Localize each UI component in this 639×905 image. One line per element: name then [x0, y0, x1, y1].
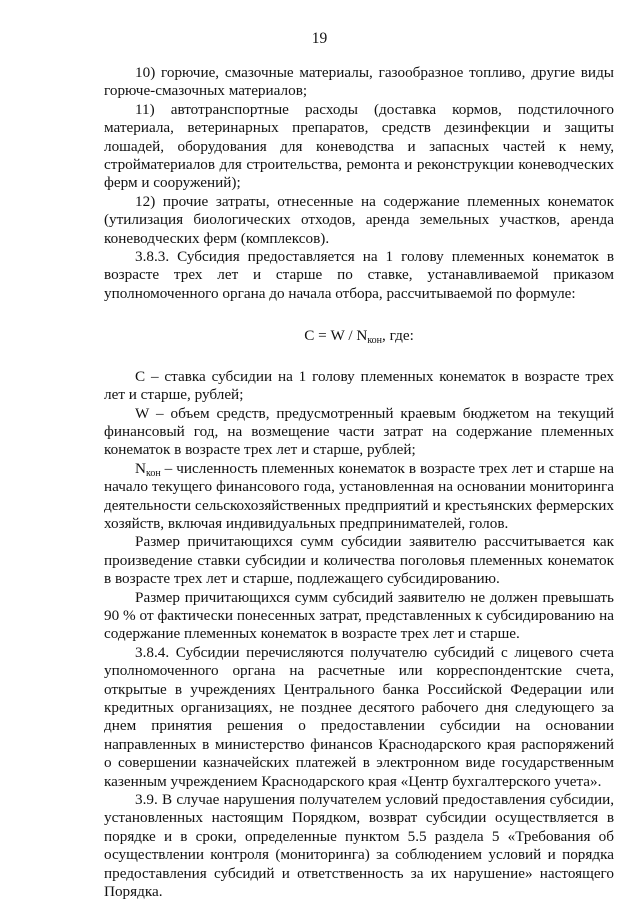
definition-c: С – ставка субсидии на 1 голову племенных конематок в возрасте трех лет и старше, рублей;	[104, 367, 614, 404]
formula-main: С = W / N	[304, 327, 368, 345]
definition-n-subscript: кон	[145, 467, 161, 479]
definition-n-symbol: N	[135, 459, 146, 477]
definition-w: W – объем средств, предусмотренный краевым бюджетом на текущий финансовый год, на возмещение части затрат на содержание племенных конематок в возрасте трех лет и старше, рублей;	[104, 404, 614, 459]
definition-n-text: – численность племенных конематок в возрасте трех лет и старше на начало текущего финансового года, установленная на основании мониторинга деятельности сельскохозяйственных предприятий и крестьянских фермерских хозяйств, включая индивидуальных предпринимателей, голов.	[104, 459, 614, 532]
paragraph-size-limit: Размер причитающихся сумм субсидий заявителю не должен превышать 90 % от фактически понесенных затрат, представленных к субсидированию на содержание племенных конематок в возрасте трех лет и старше.	[104, 588, 614, 643]
paragraph-item-10: 10) горючие, смазочные материалы, газообразное топливо, другие виды горюче-смазочных материалов;	[104, 64, 614, 100]
formula-subscript: кон	[367, 335, 383, 347]
document-body	[104, 64, 614, 901]
subsidy-formula	[104, 327, 614, 345]
definition-n	[104, 460, 614, 534]
paragraph-size-calculation: Размер причитающихся сумм субсидии заявителю рассчитывается как произведение ставки субсидии и количества поголовья племенных конематок в возрасте трех лет и старше, подлежащего субсидированию.	[104, 533, 614, 588]
formula-tail: , где:	[382, 327, 414, 345]
paragraph-3-8-3: 3.8.3. Субсидия предоставляется на 1 голову племенных конематок в возрасте трех лет и старше по ставке, устанавливаемой приказом уполномоченного органа до начала отбора, рассчитываемой по формуле:	[104, 248, 614, 302]
paragraph-3-8-4: 3.8.4. Субсидии перечисляются получателю субсидий с лицевого счета уполномоченного органа на расчетные или корреспондентские счета, открытые в учреждениях Центрального банка Российской Федерации или кредитных организациях, не позднее десятого рабочего дня следующего за днем принятия решения о предоставлении субсидии на основании направленных в министерство финансов Краснодарского края распоряжений о совершении казначейских платежей в электронном виде государственным казенным учреждением Краснодарского края «Центр бухгалтерского учета».	[104, 643, 614, 790]
paragraph-3-9: 3.9. В случае нарушения получателем условий предоставления субсидии, установленных настоящим Порядком, возврат субсидии осуществляется в порядке и в сроки, определенные пунктом 5.5 раздела 5 «Требования об осуществлении контроля (мониторинга) за соблюдением условий и порядка предоставления субсидий и ответственность за их нарушение» настоящего Порядка.	[104, 791, 614, 901]
paragraph-item-12: 12) прочие затраты, отнесенные на содержание племенных конематок (утилизация биологических отходов, аренда земельных участков, аренда коневодческих ферм (комплексов).	[104, 192, 614, 247]
page-number: 19	[311, 30, 328, 47]
paragraph-item-11: 11) автотранспортные расходы (доставка кормов, подстилочного материала, ветеринарных препаратов, средств дезинфекции и защиты лошадей, оборудования для коневодства и запасных частей к нему, стройматериалов для строительства, ремонта и реконструкции коневодческих ферм и сооружений);	[104, 100, 614, 192]
